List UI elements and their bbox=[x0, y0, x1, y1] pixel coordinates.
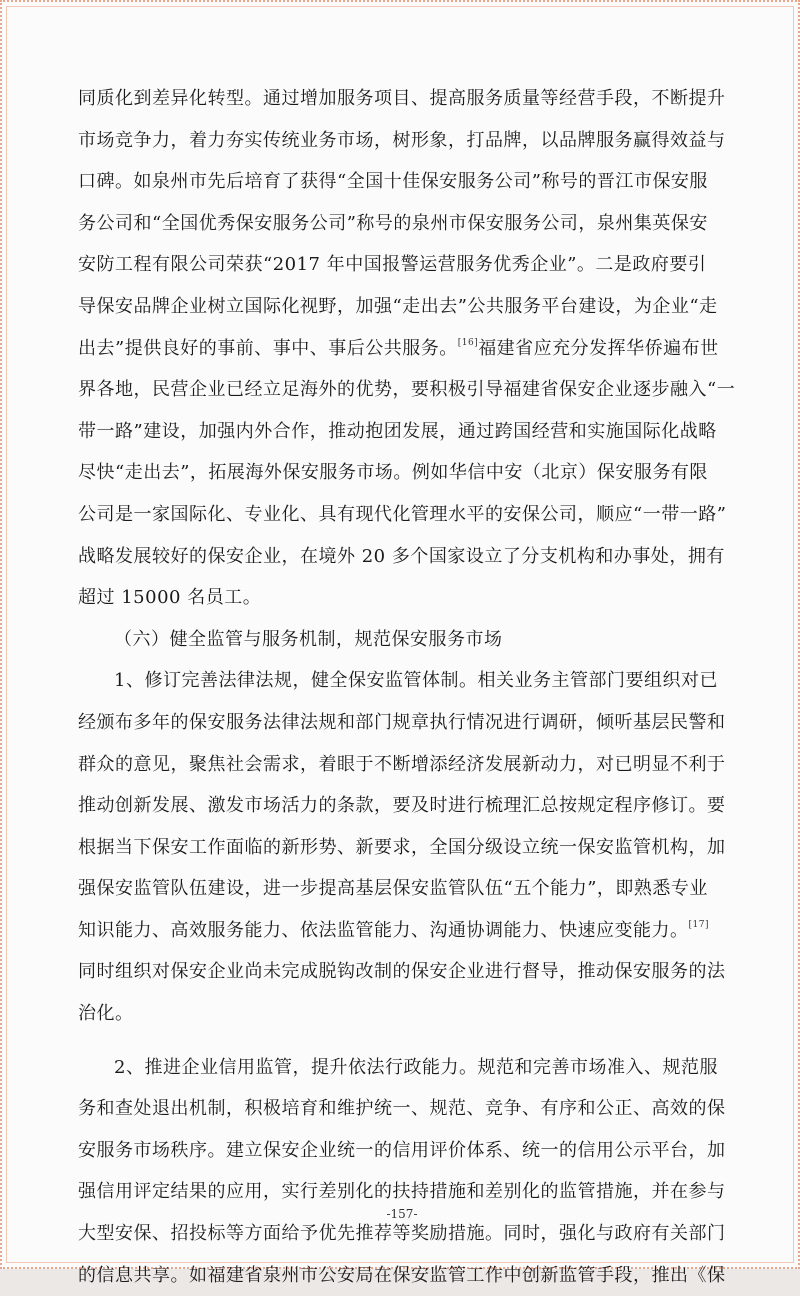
footnote-ref-16: [16] bbox=[457, 337, 479, 348]
text-line: 安防工程有限公司荣获“2017 年中国报警运营服务优秀企业”。二是政府要引 bbox=[78, 254, 707, 276]
text-segment: 出去”提供良好的事前、事中、事后公共服务。 bbox=[78, 337, 458, 359]
text-line: 界各地，民营企业已经立足海外的优势，要积极引导福建省保安企业逐步融入“一 bbox=[78, 379, 736, 401]
text-line: 超过 15000 名员工。 bbox=[78, 587, 262, 609]
text-line: 带一路”建设，加强内外合作，推动抱团发展，通过跨国经营和实施国际化战略 bbox=[78, 420, 717, 442]
text-line: 强保安监管队伍建设，进一步提高基层保安监管队伍“五个能力”，即熟悉专业 bbox=[78, 878, 708, 900]
text-line: 务和查处退出机制，积极培育和维护统一、规范、竞争、有序和公正、高效的保 bbox=[78, 1098, 726, 1120]
page-number: -157- bbox=[386, 1207, 418, 1221]
text-line: 尽快“走出去”，拓展海外保安服务市场。例如华信中安（北京）保安服务有限 bbox=[78, 462, 708, 484]
text-line: 群众的意见，聚焦社会需求，着眼于不断增添经济发展新动力，对已明显不利于 bbox=[78, 753, 726, 775]
text-segment: 福建省应充分发挥华侨遍布世 bbox=[478, 337, 719, 359]
text-line: 的信息共享。如福建省泉州市公安局在保安监管工作中创新监管手段，推出《保 bbox=[78, 1264, 726, 1286]
text-line: 同时组织对保安企业尚未完成脱钩改制的保安企业进行督导，推动保安服务的法 bbox=[78, 961, 726, 983]
text-line: 经颁布多年的保安服务法律法规和部门规章执行情况进行调研，倾听基层民警和 bbox=[78, 711, 726, 733]
text-segment: 知识能力、高效服务能力、依法监管能力、沟通协调能力、快速应变能力。 bbox=[78, 919, 689, 941]
text-line: 1、修订完善法律法规，健全保安监管体制。相关业务主管部门要组织对已 bbox=[114, 670, 718, 692]
text-line bbox=[78, 328, 738, 370]
text-line: 大型安保、招投标等方面给予优先推荐等奖励措施。同时，强化与政府有关部门 bbox=[78, 1223, 726, 1245]
text-line: 公司是一家国际化、专业化、具有现代化管理水平的安保公司，顺应“一带一路” bbox=[78, 503, 727, 525]
text-line: 市场竞争力，着力夯实传统业务市场，树形象，打品牌，以品牌服务赢得效益与 bbox=[78, 129, 726, 151]
section-heading: （六）健全监管与服务机制，规范保安服务市场 bbox=[114, 628, 503, 650]
text-line: 战略发展较好的保安企业，在境外 20 多个国家设立了分支机构和办事处，拥有 bbox=[78, 545, 725, 567]
text-line: 安服务市场秩序。建立保安企业统一的信用评价体系、统一的信用公示平台，加 bbox=[78, 1139, 726, 1161]
text-line: 同质化到差异化转型。通过增加服务项目、提高服务质量等经营手段，不断提升 bbox=[78, 88, 726, 109]
text-line: 导保安品牌企业树立国际化视野，加强“走出去”公共服务平台建设，为企业“走 bbox=[78, 295, 718, 317]
body-text bbox=[78, 78, 738, 1296]
text-line: 2、推进企业信用监管，提升依法行政能力。规范和完善市场准入、规范服 bbox=[114, 1056, 718, 1078]
footnote-ref-17: [17] bbox=[688, 919, 709, 930]
text-line: 口碑。如泉州市先后培育了获得“全国十佳保安服务公司”称号的晋江市保安服 bbox=[78, 171, 708, 193]
text-line: 强信用评定结果的应用，实行差别化的扶持措施和差别化的监管措施，并在参与 bbox=[78, 1181, 726, 1203]
text-line: 务公司和“全国优秀保安服务公司”称号的泉州市保安服务公司，泉州集英保安 bbox=[78, 212, 708, 234]
text-line: 根据当下保安工作面临的新形势、新要求，全国分级设立统一保安监管机构，加 bbox=[78, 836, 726, 858]
text-line: 治化。 bbox=[78, 1003, 134, 1025]
text-line: 推动创新发展、激发市场活力的条款，要及时进行梳理汇总按规定程序修订。要 bbox=[78, 795, 726, 817]
text-line bbox=[78, 910, 738, 952]
